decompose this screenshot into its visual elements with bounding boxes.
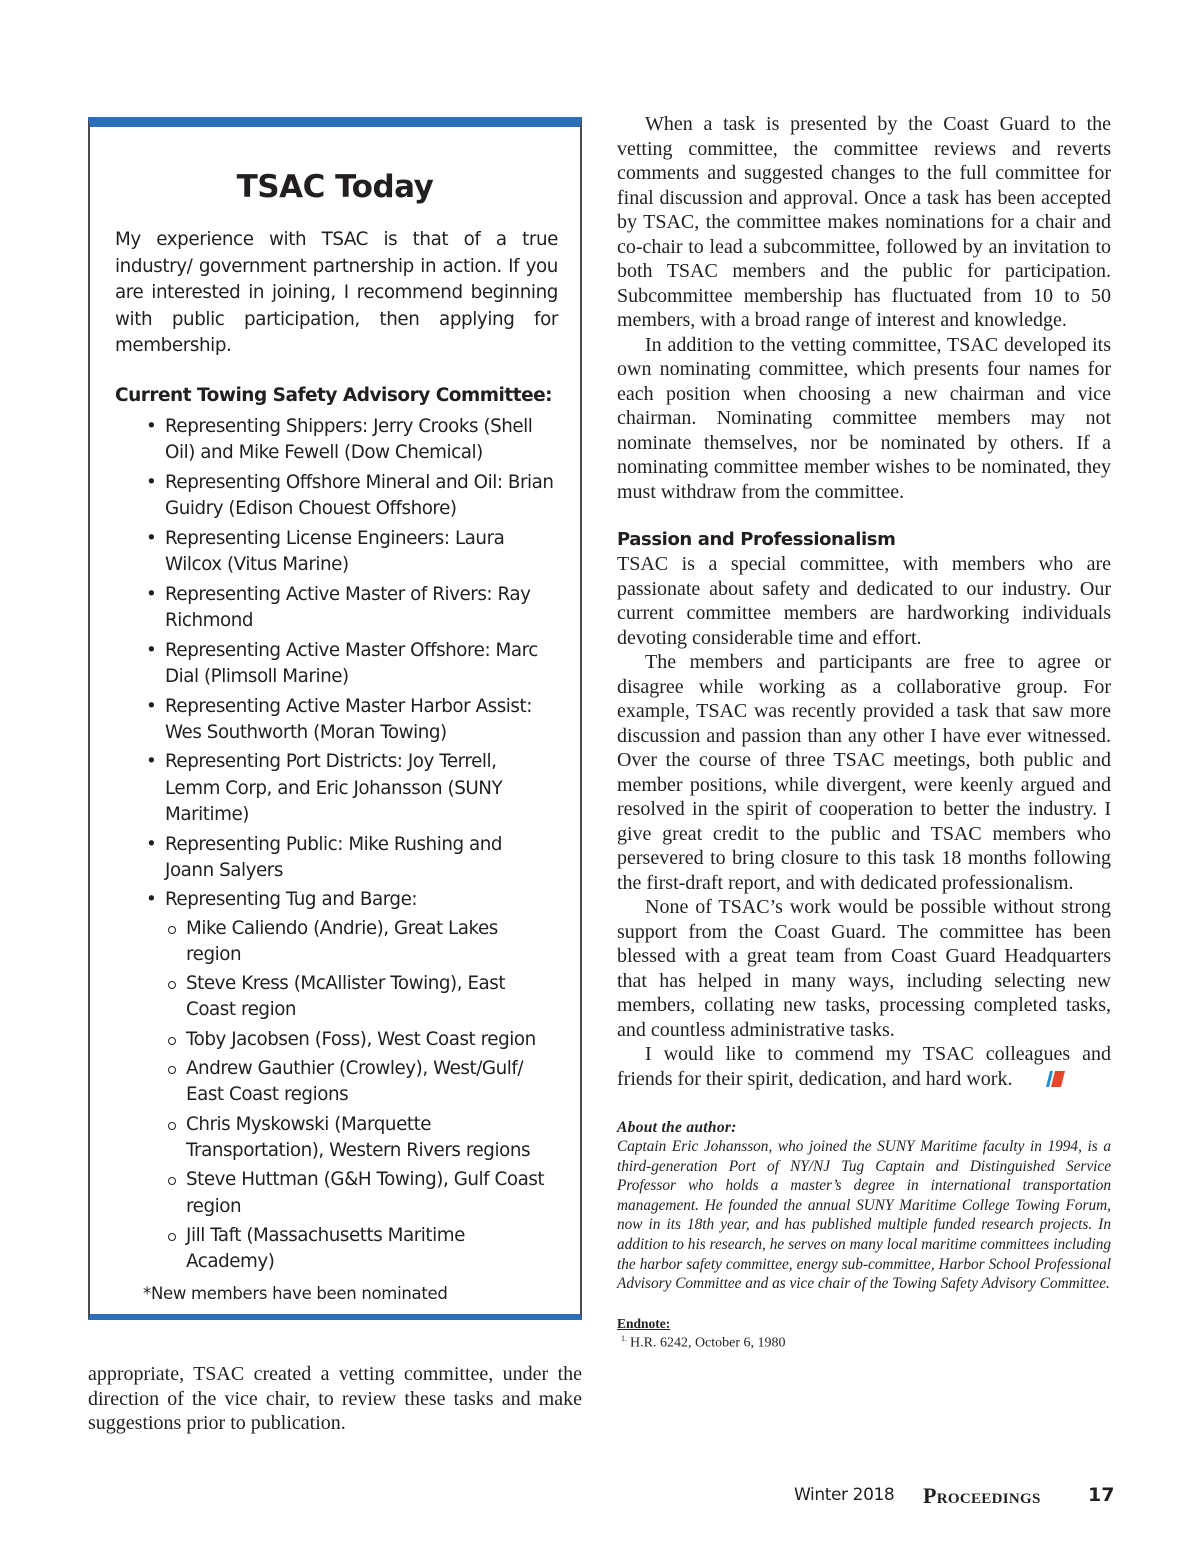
tug-and-barge-sublist [165, 916, 555, 1276]
page-footer [0, 1483, 1200, 1509]
list-item: • Representing Public: Mike Rushing and Joann Salyers [115, 832, 555, 884]
sublist-item: Mike Caliendo (Andrie), Great Lakes region [165, 916, 555, 968]
sidebar-subheading: Current Towing Safety Advisory Committee: [115, 385, 553, 406]
end-of-article-icon [1015, 1069, 1065, 1094]
sublist-item: Jill Taft (Massachusetts Maritime Academy) [165, 1223, 555, 1275]
about-author-text: Captain Eric Johansson, who joined the SUNY Maritime faculty in 1994, is a third-generation Port of NY/NJ Tug Captain and Distinguished Service Professor who holds a master’s degree in international transportation management. He founded the annual SUNY Maritime College Towing Forum, now in its 18th year, and has published multiple funded research projects. In addition to his research, he serves on many local maritime committees including the harbor safety committee, energy sub-committee, Harbor School Professional Advisory Committee and as vice chair of the Towing Safety Advisory Committee. [617, 1138, 1111, 1293]
list-item-tug-and-barge: • Representing Tug and Barge: Mike Caliendo (Andrie), Great Lakes region Steve Kress (McAllister Towing), East Coast region Toby Jacobsen (Foss), West Coast region Andrew Gauthier (Crowley), West/Gulf/ East Coast regions Chris Myskowski (Marquette Transportation), Western Rivers regions Steve Huttman (G&H Towing), Gulf Coast region Jill Taft (Massachusetts Maritime Academy) [115, 887, 555, 1275]
sublist-item: Toby Jacobsen (Foss), West Coast region [165, 1027, 555, 1053]
sublist-item: Steve Kress (McAllister Towing), East Coast region [165, 971, 555, 1023]
endnote-item: $^{1.}$ H.R. 6242, October 6, 1980 [621, 1333, 786, 1351]
about-author-label: About the author: [617, 1119, 737, 1136]
sublist-item: Andrew Gauthier (Crowley), West/Gulf/ East Coast regions [165, 1056, 555, 1108]
sidebar-intro: My experience with TSAC is that of a true industry/ government partnership in action. If you are interested in joining, I recommend beginning with public participation, then applying for membership. [115, 229, 558, 356]
list-item: • Representing Active Master of Rivers: Ray Richmond [115, 582, 555, 634]
page-number: 17 [1088, 1484, 1115, 1506]
body-paragraph: In addition to the vetting committee, TSAC developed its own nominating committee, which presents four names for each position when choosing a new chairman and vice chairman. Nominating committee members may not nominate themselves, nor be nominated by others. If a nominating committee member wishes to be nominated, they must withdraw from the committee. [617, 333, 1111, 503]
list-item: • Representing Port Districts: Joy Terrell, Lemm Corp, and Eric Johansson (SUNY Maritime) [115, 749, 555, 828]
issue-date: Winter 2018 [794, 1485, 895, 1505]
sublist-item: Steve Huttman (G&H Towing), Gulf Coast region [165, 1167, 555, 1219]
left-column-paragraph: appropriate, TSAC created a vetting committee, under the direction of the vice chair, to review these tasks and make suggestions prior to publication. [88, 1363, 582, 1434]
committee-member-list [115, 414, 555, 1279]
section-heading: Passion and Professionalism [617, 529, 896, 550]
body-paragraph: When a task is presented by the Coast Guard to the vetting committee, the committee reviews and reverts comments and suggested changes to the full committee for final discussion and approval. Once a task has been accepted by TSAC, the committee makes nominations for a chair and co-chair to lead a subcommittee, followed by an invitation to both TSAC members and the public for participation. Subcommittee membership has fluctuated from 10 to 50 members, with a broad range of interest and knowledge. [617, 113, 1111, 331]
closing-paragraph: I would like to commend my TSAC colleagues and friends for their spirit, dedication, and hard work. [617, 1042, 1111, 1093]
publication-name: Proceedings [923, 1483, 1041, 1508]
sidebar-title: TSAC Today [236, 169, 434, 205]
list-item: • Representing Active Master Harbor Assist: Wes Southworth (Moran Towing) [115, 694, 555, 746]
body-paragraph: None of TSAC’s work would be possible without strong support from the Coast Guard. The committee has been blessed with a great team from Coast Guard Headquarters that has helped in many ways, including selecting new members, collating new tasks, processing completed tasks, and countless administrative tasks. [617, 896, 1111, 1041]
list-item: • Representing License Engineers: Laura Wilcox (Vitus Marine) [115, 526, 555, 578]
right-column [617, 112, 1111, 1351]
list-item: • Representing Shippers: Jerry Crooks (Shell Oil) and Mike Fewell (Dow Chemical) [115, 414, 555, 466]
sublist-item: Chris Myskowski (Marquette Transportation), Western Rivers regions [165, 1112, 555, 1164]
body-paragraph: TSAC is a special committee, with members who are passionate about safety and dedicated to our industry. Our current committee members are hardworking individuals devoting considerable time and effort. [617, 553, 1111, 649]
list-item: • Representing Active Master Offshore: Marc Dial (Plimsoll Marine) [115, 638, 555, 690]
sidebar-footnote: *New members have been nominated [143, 1284, 448, 1303]
tsac-today-sidebar [88, 117, 582, 1320]
list-item: • Representing Offshore Mineral and Oil: Brian Guidry (Edison Chouest Offshore) [115, 470, 555, 522]
endnote-label: Endnote: [617, 1315, 671, 1331]
body-paragraph: The members and participants are free to agree or disagree while working as a collaborative group. For example, TSAC was recently provided a task that saw more discussion and passion than any other I have ever witnessed. Over the course of three TSAC meetings, both public and member positions, while divergent, were keenly argued and resolved in the spirit of cooperation to better the industry. I give great credit to the public and TSAC members who persevered to bring closure to this task 18 months following the first-draft report, and with dedicated professionalism. [617, 651, 1111, 894]
